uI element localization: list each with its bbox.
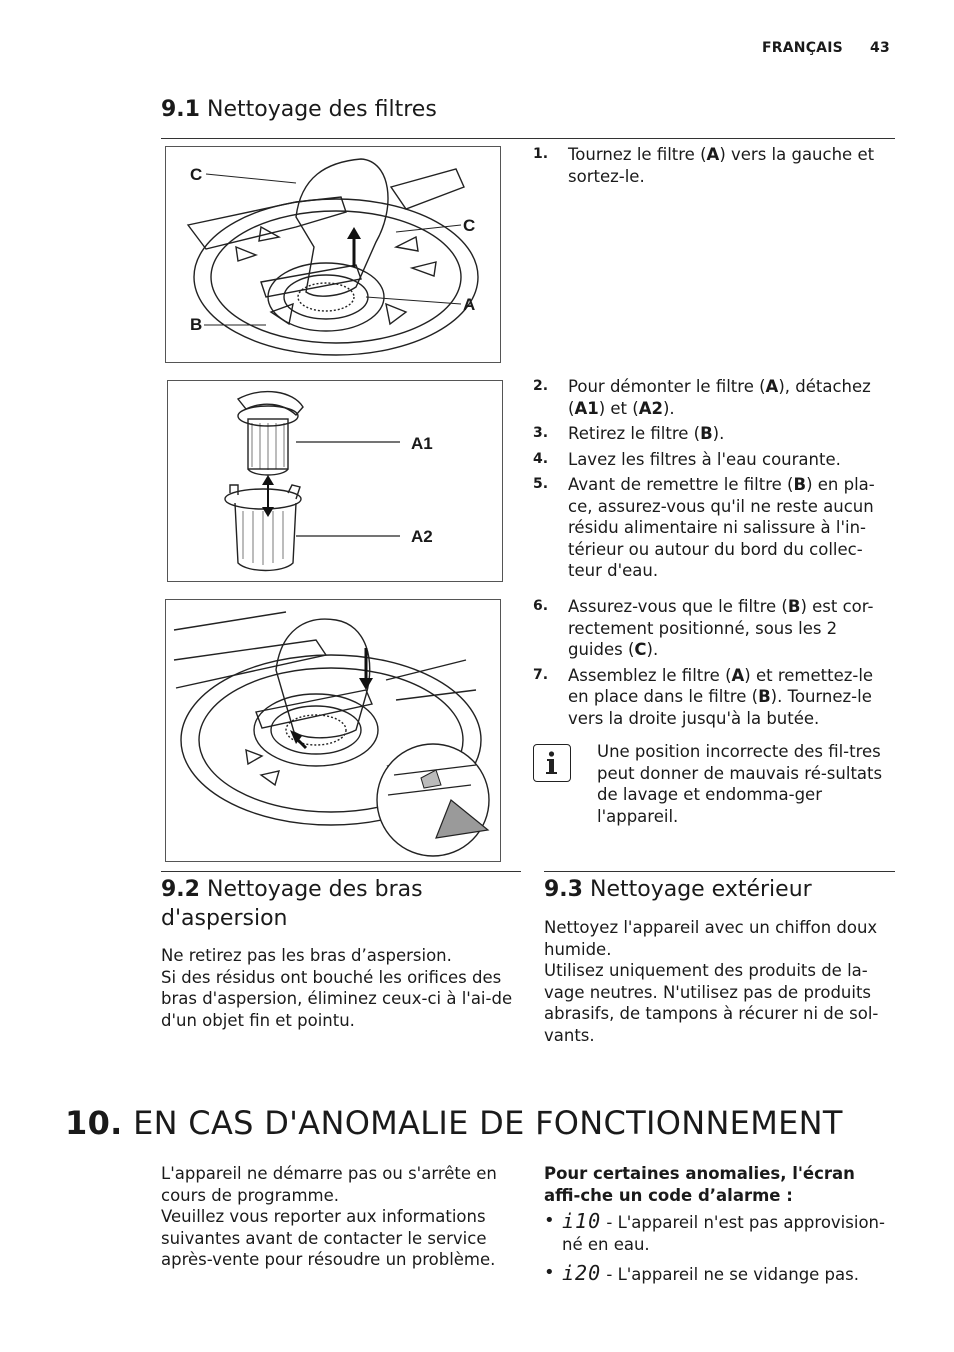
step-item xyxy=(533,665,893,730)
steps-group-3 xyxy=(533,596,893,733)
step-text: ) en pla-ce, assurez-vous qu'il ne reste aucun résidu alimentaire ni salissure à l'in-térieur ou autour du bord du collec-teur d'eau. xyxy=(568,475,875,580)
section-number: 9.1 xyxy=(161,97,200,122)
figure-filter-parts xyxy=(167,380,503,582)
alarm-code: i10 xyxy=(562,1209,602,1233)
step-text: Avant de remettre le filtre ( xyxy=(568,475,794,494)
step-text: ), détachez ( xyxy=(568,377,871,418)
part-reference: B xyxy=(758,687,771,706)
section-title-text: Nettoyage des filtres xyxy=(206,97,437,122)
part-reference: B xyxy=(793,475,807,494)
step-item xyxy=(533,449,893,471)
step-text: ). xyxy=(662,398,675,418)
part-reference: A xyxy=(731,665,745,685)
step-text: ). Tournez-le vers la droite jusqu'à la butée. xyxy=(568,687,872,728)
step-number: 1. xyxy=(533,146,549,162)
step-text: Lavez les filtres à l'eau courante. xyxy=(568,449,841,469)
section-9-3-title xyxy=(544,875,884,904)
step-number: 5. xyxy=(533,476,549,492)
step-text: ) est cor-rectement positionné, sous les 2 guides ( xyxy=(568,597,874,659)
section-9-1-title xyxy=(161,95,437,124)
section-divider xyxy=(161,871,521,872)
part-reference: B xyxy=(700,424,713,443)
step-text: ). xyxy=(712,424,725,443)
step-text: ) et ( xyxy=(598,398,639,418)
step-number: 3. xyxy=(533,425,549,441)
section-number: 9.3 xyxy=(544,877,583,902)
label-c-top: C xyxy=(190,165,203,184)
section-9-2-text: Ne retirez pas les bras d’aspersion. Si des résidus ont bouché les orifices des bras d'aspersion, éliminez ceux-ci à l'ai-de d'un objet fin et pointu. xyxy=(161,946,513,1030)
step-item xyxy=(533,144,893,187)
section-9-3-text: Nettoyez l'appareil avec un chiffon doux humide. Utilisez uniquement des produits de la-vage neutres. N'utilisez pas de produits abrasifs, de tampons à récurer ni de sol-vants. xyxy=(544,918,879,1045)
page-number: 43 xyxy=(870,40,890,56)
steps-group-1 xyxy=(533,144,893,191)
part-reference: A xyxy=(765,377,779,396)
part-reference: A xyxy=(706,145,720,164)
section-divider xyxy=(161,138,895,139)
label-a2: A2 xyxy=(411,527,433,546)
label-a: A xyxy=(463,295,476,314)
steps-group-2 xyxy=(533,376,893,586)
filter-removal-illustration xyxy=(166,147,500,362)
alarm-heading: Pour certaines anomalies, l'écran affi-che un code d’alarme : xyxy=(544,1164,855,1205)
info-icon xyxy=(533,744,571,782)
bullet-icon: • xyxy=(544,1210,555,1231)
step-item xyxy=(533,474,893,582)
step-text: Retirez le filtre ( xyxy=(568,424,701,443)
filter-reinstall-illustration xyxy=(166,600,500,861)
step-text: Assemblez le filtre ( xyxy=(568,665,732,685)
step-number: 7. xyxy=(533,666,549,683)
section-title-text: Nettoyage extérieur xyxy=(589,877,812,902)
step-text: ) et remettez-le en place dans le filtre ( xyxy=(568,665,874,706)
label-a1: A1 xyxy=(411,434,433,453)
step-text: ). xyxy=(646,640,659,659)
alarm-item xyxy=(544,1211,894,1255)
chapter-number: 10. xyxy=(65,1104,123,1142)
step-number: 2. xyxy=(533,378,549,394)
step-text: Tournez le filtre ( xyxy=(568,145,707,164)
step-number: 4. xyxy=(533,450,549,467)
figure-filter-removal xyxy=(165,146,501,363)
alarm-text: - L'appareil n'est pas approvision-né en eau. xyxy=(562,1213,885,1254)
figure-filter-reinstall xyxy=(165,599,501,862)
section-9-2-title xyxy=(161,875,491,933)
section-divider xyxy=(544,871,895,872)
section-title-text: Nettoyage des bras d'aspersion xyxy=(161,877,423,931)
step-text: Assurez-vous que le filtre ( xyxy=(568,597,788,616)
alarm-text: - L'appareil ne se vidange pas. xyxy=(601,1265,859,1284)
label-c-right: C xyxy=(463,216,476,235)
chapter-title-text: EN CAS D'ANOMALIE DE FONCTIONNEMENT xyxy=(133,1104,843,1142)
part-reference: A2 xyxy=(638,398,663,418)
step-text: ) vers la gauche et sortez-le. xyxy=(568,145,875,186)
step-text: Pour démonter le filtre ( xyxy=(568,377,766,396)
label-b: B xyxy=(190,315,203,334)
step-item xyxy=(533,423,893,445)
alarm-code: i20 xyxy=(562,1261,602,1285)
note-text: Une position incorrecte des fil-tres peut donner de mauvais ré-sultats de lavage et endomma-ger l'appareil. xyxy=(597,742,883,826)
step-item xyxy=(533,596,893,661)
filter-parts-illustration xyxy=(168,381,502,581)
part-reference: B xyxy=(787,597,801,616)
alarm-item xyxy=(544,1263,894,1286)
chapter-10-intro: L'appareil ne démarre pas ou s'arrête en cours de programme. Veuillez vous reporter aux informations suivantes avant de contacter le service après-vente pour résoudre un problème. xyxy=(161,1164,497,1269)
section-number: 9.2 xyxy=(161,877,200,902)
bullet-icon: • xyxy=(544,1262,555,1283)
step-item xyxy=(533,376,893,419)
chapter-10-title xyxy=(65,1104,843,1142)
language-label: FRANÇAIS xyxy=(762,40,843,56)
step-number: 6. xyxy=(533,598,549,614)
alarm-list xyxy=(544,1211,894,1294)
part-reference: A1 xyxy=(574,398,599,418)
part-reference: C xyxy=(634,640,647,659)
